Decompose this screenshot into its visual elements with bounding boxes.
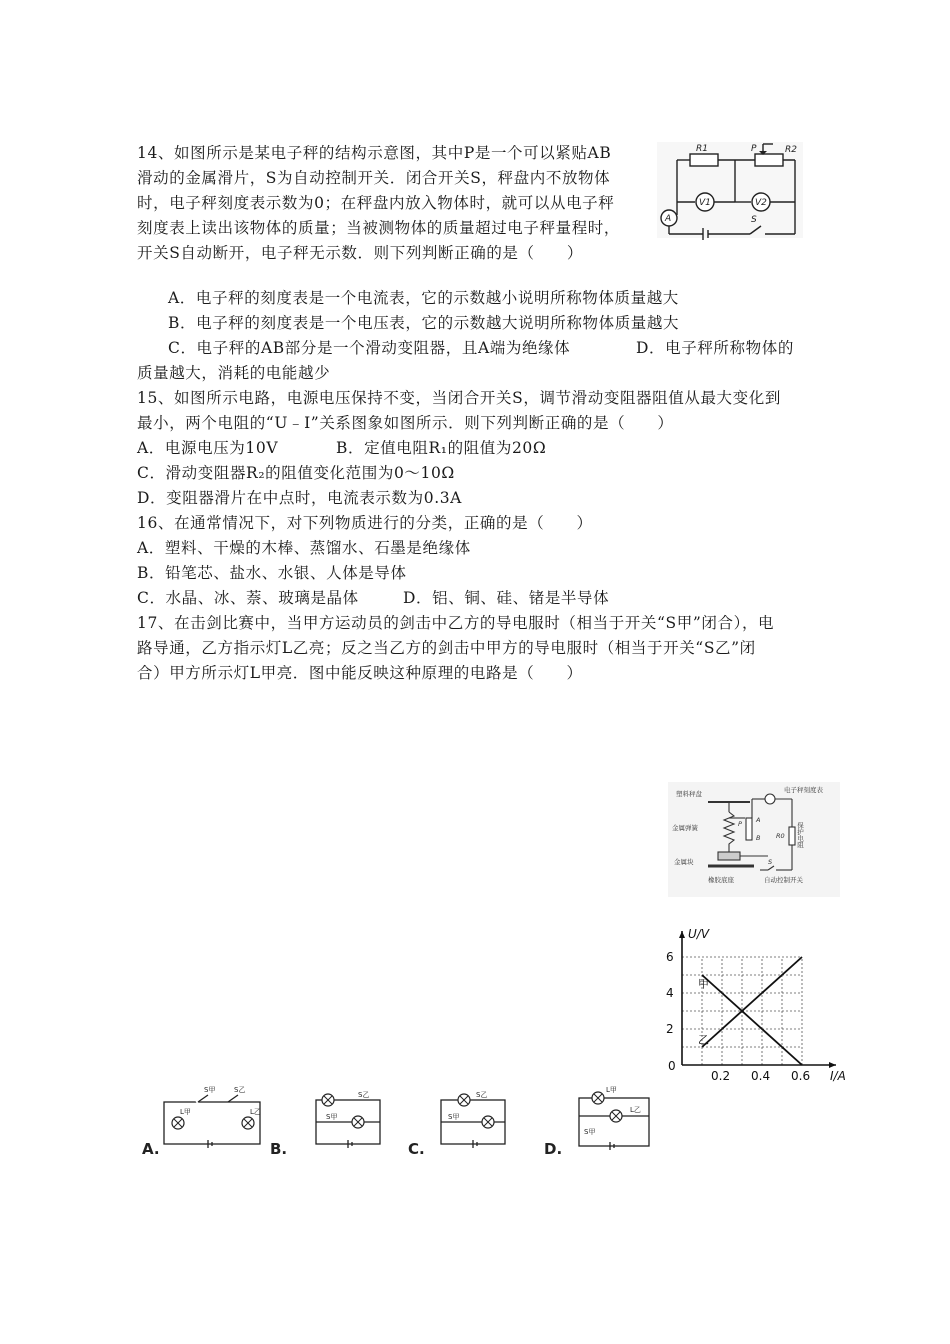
- scale-label-pan: 塑料秤盘: [676, 790, 702, 798]
- scale-label-block: 金属块: [674, 858, 694, 866]
- scale-label-a: A: [756, 816, 761, 824]
- q16-option-c: C．水晶、冰、萘、玻璃是晶体: [137, 589, 359, 607]
- chart-labels: [666, 927, 846, 1083]
- option-c-label: C.: [408, 1140, 425, 1158]
- opt-a-l-yi: L乙: [250, 1108, 261, 1116]
- scale-label-protect: 保护电阻: [796, 822, 804, 848]
- y-tick-label: 2: [666, 1022, 674, 1036]
- q15-option-b: B．定值电阻R₁的阻值为20Ω: [336, 439, 547, 457]
- q14-option-b: B．电子秤的刻度表是一个电压表，它的示数越大说明所称物体质量越大: [168, 314, 680, 332]
- q15-stem-line-2: 最小，两个电阻的“U﹣I”关系图象如图所示．则下列判断正确的是（ ）: [137, 414, 674, 432]
- x-tick-label: 0: [668, 1059, 676, 1073]
- q17-stem-line-1: 17、在击剑比赛中，当甲方运动员的剑击中乙方的导电服时（相当于开关“S甲”闭合），电: [137, 614, 775, 632]
- opt-a-l-jia: L甲: [180, 1108, 191, 1116]
- scale-label-s: S: [768, 858, 773, 866]
- scale-label-spring: 金属弹簧: [672, 824, 698, 832]
- series-label-yi: 乙: [698, 1033, 709, 1047]
- option-d-label: D.: [544, 1140, 563, 1158]
- q14-option-c: C．电子秤的AB部分是一个滑动变阻器，且A端为绝缘体: [168, 339, 571, 357]
- switch-label: S: [751, 215, 757, 225]
- q15-stem-line-1: 15、如图所示电路，电源电压保持不变，当闭合开关S，调节滑动变阻器阻值从最大变化到: [137, 389, 781, 407]
- x-tick-label: 0.2: [711, 1069, 731, 1083]
- option-b-label: B.: [270, 1140, 288, 1158]
- r1-label: R1: [696, 144, 708, 154]
- scale-label-p: P: [738, 820, 742, 828]
- opt-a-s-yi: S乙: [234, 1086, 246, 1094]
- option-a-label: A.: [142, 1140, 160, 1158]
- x-axis-arrow: [829, 1062, 836, 1068]
- y-axis-label: U/V: [688, 927, 710, 941]
- q15-option-c: C．滑动变阻器R₂的阻值变化范围为0～10Ω: [137, 464, 455, 482]
- y-axis-arrow: [679, 931, 685, 938]
- q15-option-d: D．变阻器滑片在中点时，电流表示数为0.3A: [137, 489, 462, 507]
- y-tick-label: 6: [666, 950, 674, 964]
- y-tick-label: 4: [666, 986, 674, 1000]
- opt-c-s-jia: S甲: [448, 1113, 460, 1121]
- series-line-2: [702, 957, 802, 1047]
- ammeter-label: A: [665, 214, 672, 224]
- q16-option-b: B．铅笔芯、盐水、水银、人体是导体: [137, 564, 407, 582]
- series-line-1: [702, 975, 802, 1065]
- q14-stem-line-4: 刻度表上读出该物体的质量；当被测物体的质量超过电子秤量程时，: [137, 219, 621, 237]
- q14-stem-line-2: 滑动的金属滑片，S为自动控制开关．闭合开关S，秤盘内不放物体: [137, 169, 611, 187]
- opt-d-l-jia: L甲: [606, 1086, 617, 1094]
- series-label-jia: 甲: [698, 977, 709, 991]
- q14-stem-line-5: 开关S自动断开，电子秤无示数．则下列判断正确的是（ ）: [137, 244, 583, 262]
- r2-label: R2: [785, 145, 797, 155]
- q14-option-d-part2: 质量越大，消耗的电能越少: [137, 364, 331, 382]
- v2-label: V2: [755, 198, 767, 208]
- opt-d-l-yi: L乙: [630, 1106, 641, 1114]
- scale-label-r0: R0: [776, 832, 785, 840]
- scale-label-b: B: [756, 834, 761, 842]
- scale-label-switch: 自动控制开关: [764, 876, 803, 884]
- x-axis-label: I/A: [830, 1069, 846, 1083]
- scale-label-meter: 电子秤刻度表: [784, 786, 823, 794]
- q14-stem-line-3: 时，电子秤刻度表示数为0；在秤盘内放入物体时，就可以从电子秤: [137, 194, 615, 212]
- q17-stem-line-2: 路导通，乙方指示灯L乙亮；反之当乙方的剑击中甲方的导电服时（相当于开关“S乙”闭: [137, 639, 756, 657]
- x-tick-label: 0.4: [751, 1069, 771, 1083]
- q17-option-circuits: [136, 1082, 676, 1162]
- opt-c-s-yi: S乙: [476, 1091, 488, 1099]
- scale-structure-diagram: [668, 782, 840, 897]
- q14-stem-line-1: 14、如图所示是某电子秤的结构示意图，其中P是一个可以紧贴AB: [137, 144, 612, 162]
- opt-a-s-jia: S甲: [204, 1086, 216, 1094]
- opt-b-s-jia: S甲: [326, 1113, 338, 1121]
- opt-d-s-jia: S甲: [584, 1128, 596, 1136]
- scale-label-base: 橡胶底座: [708, 876, 734, 884]
- q14-option-d-part1: D．电子秤所称物体的: [636, 339, 794, 357]
- q14-circuit-diagram: [655, 140, 805, 240]
- q15-option-a: A．电源电压为10V: [137, 439, 279, 457]
- q16-option-d: D．铝、铜、硅、锗是半导体: [403, 589, 610, 607]
- u-i-chart: [652, 925, 846, 1083]
- q16-option-a: A．塑料、干燥的木棒、蒸馏水、石墨是绝缘体: [137, 539, 471, 557]
- q14-option-a: A．电子秤的刻度表是一个电流表，它的示数越小说明所称物体质量越大: [168, 289, 679, 307]
- p-label: P: [751, 144, 757, 154]
- v1-label: V1: [699, 198, 711, 208]
- q17-stem-line-3: 合）甲方所示灯L甲亮．图中能反映这种原理的电路是（ ）: [137, 664, 583, 682]
- opt-b-s-yi: S乙: [358, 1091, 370, 1099]
- x-tick-label: 0.6: [791, 1069, 811, 1083]
- q16-stem: 16、在通常情况下，对下列物质进行的分类，正确的是（ ）: [137, 514, 593, 532]
